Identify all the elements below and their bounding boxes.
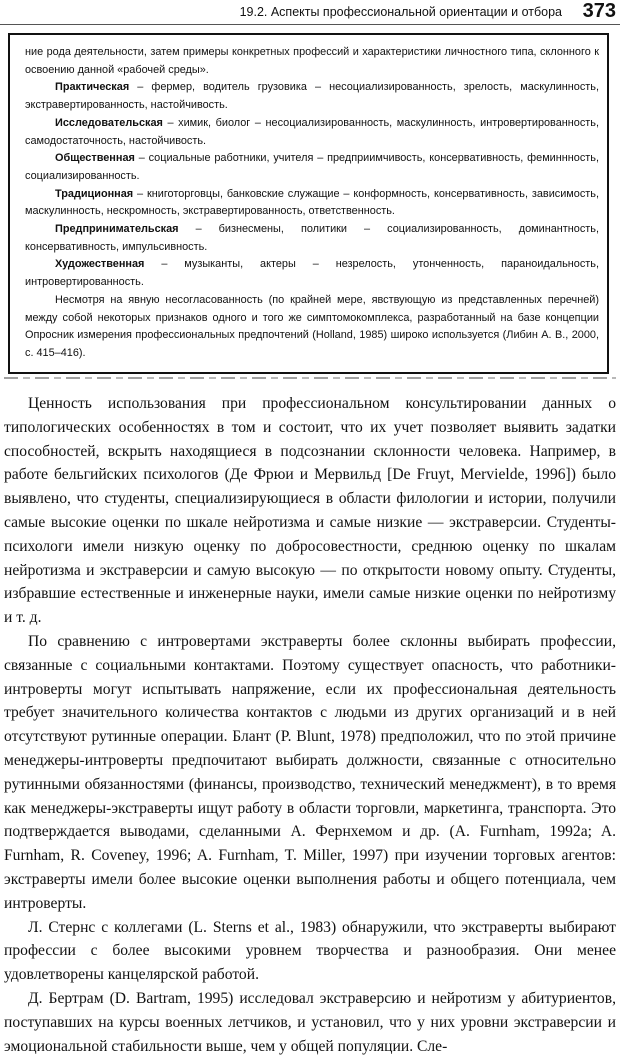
box-type-investigative: [25, 115, 599, 150]
box-type-social: [25, 150, 599, 185]
type-name: Исследовательская: [55, 116, 163, 129]
type-description: – социальные работники, учителя – предприимчивость, консервативность, феминнность, социализированность.: [25, 152, 599, 182]
type-name: Художественная: [55, 258, 145, 271]
running-head: 19.2. Аспекты профессиональной ориентации и отбора: [239, 5, 562, 19]
type-name: Общественная: [55, 152, 135, 165]
type-description: – книготорговцы, банковские служащие – конформность, консервативность, зависимость, маскулинность, нескромность, экстравертированность, ответственность.: [25, 187, 599, 218]
box-type-artistic: [25, 256, 599, 291]
box-type-enterprising: [25, 221, 599, 256]
page-header: [0, 0, 620, 30]
type-description: – фермер, водитель грузовика – несоциализированность, зрелость, маскулинность, экстравертированность, настойчивость.: [25, 81, 599, 112]
type-description: – бизнесмены, политики – социализированность, доминантность, консервативность, импульсивность.: [25, 223, 599, 253]
box-intro: ние рода деятельности, затем примеры конкретных профессий и характеристики личностного типа, склонного к освоению данной «рабочей среды».: [25, 46, 599, 76]
page-number: 373: [582, 0, 616, 22]
box-closing: Несмотря на явную несогласованность (по крайней мере, явствующую из представленных перечней) между собой некоторых признаков одного и того же симптомокомплекса, разработанный на базе концепции Опросник измерения профессиональных предпочтений (Holland, 1985) широко используется (Либин А. В., 2000, с. 415–416).: [25, 293, 599, 359]
type-name: Практическая: [55, 81, 130, 94]
body-paragraph: Л. Стернс с коллегами (L. Sterns et al., 1983) обнаружили, что экстраверты выбирают профессии с более высокими уровнем творчества и разнообразия. Они менее удовлетворены канцелярской работой.: [4, 918, 616, 984]
type-description: – химик, биолог – несоциализированность, маскулинность, интровертированность, самодостаточность, настойчивость.: [25, 116, 599, 147]
type-name: Предпринимательская: [55, 223, 179, 236]
type-name: Традиционная: [55, 187, 134, 200]
header-rule: [0, 24, 620, 25]
body-paragraph: Ценность использования при профессиональном консультировании данных о типологических особенностях в том и состоит, что их учет позволяет выявить задатки способностей, вскрыть находящиеся в подсознании склонности человека. Например, в работе бельгийских психологов (Де Фрюи и Мервильд [De Fruyt, Mervielde, 1996]) было выявлено, что студенты, специализирующиеся в области филологии и истории, получили самые высокие оценки по шкале нейротизма и самые низкие — экстраверсии. Студенты-психологи имели низкую оценку по добросовестности, среднюю оценку по шкалам нейротизма и экстраверсии и самую высокую — по открытости новому опыту. Студенты, избравшие естественные и инженерные науки, имели самые низкие оценки по нейротизму и т. д.: [4, 395, 616, 627]
sidebar-box: [8, 33, 609, 374]
body-paragraph: По сравнению с интровертами экстраверты более склонны выбирать профессии, связанные с социальными контактами. Поэтому существует опасность, что работники-интроверты могут испытывать напряжение, если их профессиональная деятельность требует значительного количества контактов с людьми из других организаций и в ней отсутствуют рутинные операции. Блант (P. Blunt, 1978) предположил, что по этой причине менеджеры-интроверты предпочитают выбирать должности, связанные с относительно рутинными обязанностями (финансы, производство, технический менеджмент), в то время как менеджеры-экстраверты ищут работу в области торговли, маркетинга, транспорта. Это подтверждается выводами, сделанными А. Фернхемом и др. (A. Furnham, 1992a; A. Furnham, R. Coveney, 1996; A. Furnham, T. Miller, 1997) при изучении торговых агентов: экстраверты имели более высокие оценки выполнения работы и общего потенциала, чем интроверты.: [4, 632, 616, 912]
box-type-conventional: [25, 186, 599, 221]
box-type-practical: [25, 79, 599, 114]
type-description: – музыканты, актеры – незрелость, утонченность, параноидальность, интровертированность.: [25, 258, 599, 289]
main-text: [4, 392, 616, 1058]
box-bottom-shadow: [4, 377, 616, 379]
body-paragraph: Д. Бертрам (D. Bartram, 1995) исследовал экстраверсию и нейротизм у абитуриентов, поступавших на курсы военных летчиков, и установил, что у них уровни экстраверсии и эмоциональной стабильности выше, чем у общей популяции. Сле-: [4, 989, 616, 1055]
